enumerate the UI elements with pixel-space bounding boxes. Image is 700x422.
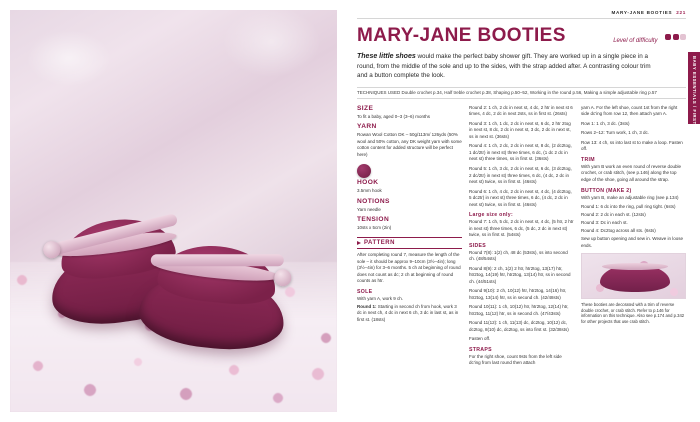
running-title: MARY-JANE BOOTIES <box>611 10 673 15</box>
yarn-swatch <box>357 164 371 178</box>
round-1-text: Starting in second ch from hook, work 3 dc in next ch, 4 dc in next 6 ch, 3 dc in last st, as in first st. (18sts) <box>357 303 459 322</box>
right-text-page <box>347 0 700 422</box>
strap-yarn-a: yarn A. For the left shoe, count 1st from the right side dc'ing from row 12, then attach yarn A. <box>581 104 678 117</box>
button-round-4: Round 4: Dc2tog across all sts. (6sts) <box>581 228 656 234</box>
button-round-1: Round 1: 6 dc into the ring, pull ring tight. (6sts) <box>581 204 676 210</box>
pattern-heading <box>357 237 462 249</box>
round-5: Round 5: 1 ch, 3 dc, 2 dc in next st, 6 dc, (3 dc2tog, 2 dc/2tr) in next st) three times, 6 dc, (4 dc, 2 dc in next st) twice, ss in first st. (46sts) <box>469 166 572 185</box>
trim-heading: TRIM <box>581 156 595 163</box>
round-7: Round 7(8): 1(2) ch, 48 dc (53sts), ss into second ch. (48/54sts) <box>469 249 568 262</box>
left-photo-page <box>0 0 347 422</box>
photo-caption: These booties are decorated with a trim of reverse double crochet, or crab stitch. Refer to p.146 for information on this technique. Also see p.174 and p.342 for other projects that use crab stitch. <box>581 301 685 325</box>
page-number: 221 <box>676 10 686 15</box>
round-2: Round 2: 1 ch, 2 dc in next st, 4 dc, 2 htr in next st 6 times, 4 dc, 2 dc in next 2sts, ss in first st. (26sts) <box>469 104 573 117</box>
straps-text: For the right shoe, count 9sts from the left side dc'ing from last round then attach <box>469 353 562 366</box>
size-heading: SIZE <box>357 104 374 112</box>
round-11: Round 11(12): 1 ch, 11(13) dc, dc2tog, 10(12) dc, dc2tog, 8(10) dc, dc2tog, ss into first st. (32/38sts) <box>469 320 569 332</box>
round-10: Round 10(11): 1 ch, 10(12) htr, htr2tog, 12(14) htr, htr2tog, 11(12) htr, ss in second ch. (47/43sts) <box>469 304 569 316</box>
pattern-heading-label: PATTERN <box>364 240 395 246</box>
button-round-2: Round 2: 2 dc in each st. (12sts) <box>581 212 646 218</box>
difficulty-dots <box>665 34 686 40</box>
intro-lead: These little shoes <box>357 52 416 60</box>
sides-heading: SIDES <box>469 242 487 249</box>
column-2 <box>469 105 574 370</box>
bootie-strap <box>151 254 284 266</box>
difficulty-indicator <box>613 25 686 47</box>
round-1-label: Round 1: <box>357 303 377 309</box>
intro-body: would make the perfect baby shower gift. They are worked up in a single piece in a round, from the middle of the sole and up to the sides, with the strap added after. A contrasting colour trim and a button complete the look. <box>357 52 651 80</box>
button-finishing: Sew up button opening and sew in. Weave in loose ends. <box>581 236 683 248</box>
hook-heading: HOOK <box>357 179 379 187</box>
section-side-tab <box>688 52 700 144</box>
round-6: Round 6: 1 ch, 4 dc, 2 dc in next st, 4 dc, (4 dc2tog, 5 dc2tr) in next st) three times, 6 dc, (4 dc, 2 dc in next st) twice, ss in first st. (46sts) <box>469 188 572 207</box>
title-row <box>357 25 686 47</box>
detail-photograph <box>581 253 686 299</box>
difficulty-dot-empty <box>680 34 686 40</box>
round-3: Round 3: 1 ch, 1 dc, 2 dc in next st, 6 dc, 2 htr 2tog in next st, 8 dc, 2 dc in next st, 3 dc, 2 dc in next st, ss in next st. (36sts) <box>469 120 571 139</box>
size-text: To fit a baby, aged 0–3 (3–6) months <box>357 113 430 119</box>
round-8: Round 8(9): 2 ch, 1(2) 2 htr, htr2tog, 13(17) htr, htr2tog, 14(19) htr, htr2tog, 13(14) htr, ss in second ch. (44/51sts) <box>469 265 571 284</box>
notions-heading: NOTIONS <box>357 197 390 205</box>
bootie-photograph <box>10 10 337 412</box>
yarn-text: Rowan Wool Cotton DK – 50g/113m/ 126yds (50% wool and 50% cotton, any DK weight yarn with some cotton content for added structure will be perfect here) <box>357 132 462 157</box>
round-9: Round 9(10): 2 ch, 10(12) htr, htr2tog, 14(16) htr, htr2tog, 13(14) htr, ss in second ch. (42/48sts) <box>469 288 567 300</box>
sole-heading: SOLE <box>357 288 373 295</box>
button-text: With yarn B, make an adjustable ring (see p.134) <box>581 194 679 200</box>
bootie-right <box>134 239 291 373</box>
techniques-used: TECHNIQUES USED Double crochet p.34, Half treble crochet p.38, Shaping p.50–52, Working in the round p.56, Making a simple adjustable ring p.57 <box>357 87 686 99</box>
large-size-text: Round 7: 1 ch, 5 dc, 2 dc in next st, 4 dc, (5 htr, 2 htr in next st) three times, 6 dc, (5 dc, 2 dc in next st) twice, ss in first st. (54sts) <box>469 219 574 238</box>
header-rule <box>357 18 686 19</box>
trim-text: With yarn B work an even round of reverse double crochet, or crab stitch, (see p.146) along the top edge of the shoe, going all around the strap. <box>581 163 682 182</box>
yarn-heading: YARN <box>357 123 377 131</box>
hook-text: 3.5mm hook <box>357 188 382 194</box>
large-size-heading: Large size only: <box>469 212 514 219</box>
page-title: MARY-JANE BOOTIES <box>357 24 566 46</box>
pattern-columns <box>357 105 686 370</box>
running-header <box>357 10 686 15</box>
strap-row-1: Row 1: 1 ch, 3 dc. (3sts) <box>581 120 630 126</box>
sole-text: With yarn A, work 9 ch. <box>357 295 404 301</box>
tension-text: 10sts x 5cm (2in) <box>357 225 392 231</box>
straps-heading: STRAPS <box>469 346 492 353</box>
difficulty-dot-filled <box>665 34 671 40</box>
strap-rows-2-12: Rows 2–12: Turn work, 1 ch, 3 dc. <box>581 130 650 136</box>
button-heading: BUTTON (MAKE 2) <box>581 187 632 194</box>
pattern-notes: After completing round 7, measure the length of the sole – it should be approx 9–10cm (3½–4in); long (3½–4in) for 3–6 months. 5 ch at beginning of round does not count as dc; 2 ch at beginning of round counts as htr. <box>357 252 461 284</box>
difficulty-label: Level of difficulty <box>613 37 658 44</box>
fasten-off: Fasten off. <box>469 336 491 342</box>
side-tab-label: BABY ESSENTIALS / FIRST STEPS <box>692 56 697 144</box>
triangle-icon <box>357 241 361 245</box>
notions-text: Yarn needle <box>357 206 381 212</box>
sole-round-1 <box>357 304 462 324</box>
button-round-3: Round 3: Dc in each st. <box>581 220 628 226</box>
strap-row-13: Row 13: 4 ch, ss into last st to make a loop. Fasten off. <box>581 139 683 152</box>
round-4: Round 4: 1 ch, 2 dc, 2 dc in next st, 8 dc, (2 dc2tog, 1 dc/2tr) in next st) three times, 6 dc, (1 dc 2 dc in next st) three times, ss in first st. (36sts) <box>469 143 572 162</box>
tension-heading: TENSION <box>357 216 390 224</box>
column-3 <box>581 105 686 370</box>
intro-paragraph <box>357 52 657 81</box>
difficulty-dot-filled <box>673 34 679 40</box>
column-1 <box>357 105 462 370</box>
